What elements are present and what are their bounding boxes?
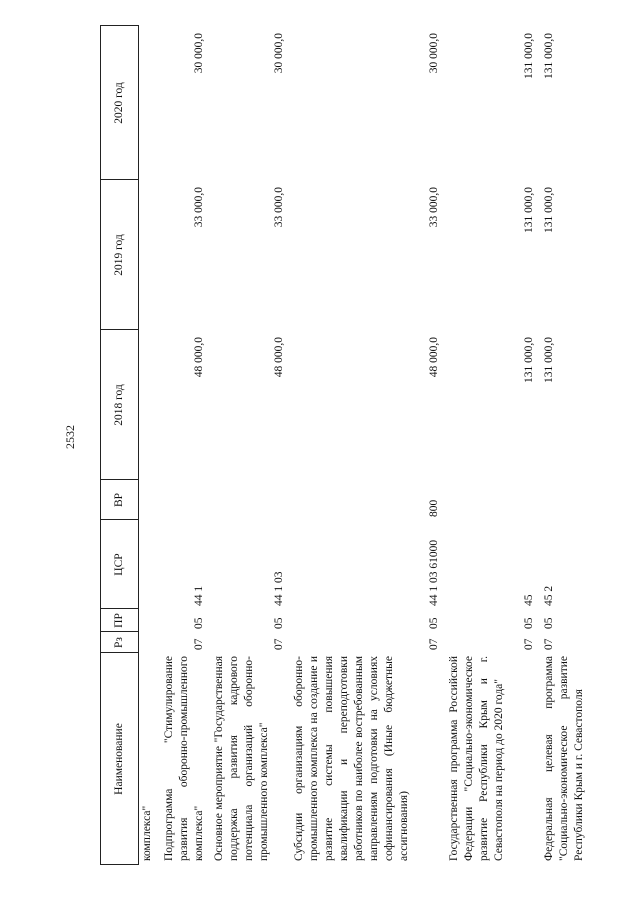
row-2019: 33 000,0 (428, 187, 440, 228)
row-rz: 07 (273, 638, 285, 650)
row-pr: 05 (273, 617, 285, 629)
continuation-text: комплекса" (141, 805, 153, 861)
row-pr: 05 (543, 617, 555, 629)
row-name: Государственная программа Российской Федерации "Социально-экономическое развитие Республики Крым и г. Севастополя на период до 2020 года" (448, 656, 505, 861)
row-2019: 33 000,0 (193, 187, 205, 228)
header-rz: Рз (112, 637, 125, 648)
header-pr: ПР (112, 613, 125, 628)
row-csr: 44 1 03 (273, 571, 285, 606)
row-name: Федеральная целевая программа "Социально-экономическое развитие Республики Крым и г. Севастополя (543, 656, 585, 861)
row-2020: 131 000,0 (523, 33, 535, 79)
row-vr: 800 (428, 499, 440, 517)
row-2018: 131 000,0 (543, 337, 555, 383)
row-rz: 07 (428, 638, 440, 650)
row-pr: 05 (428, 617, 440, 629)
row-name: Субсидии организациям оборонно-промышленного комплекса на создание и развитие системы повышения квалификации и переподготовки работников по наиболее востребованным направлениям подготовки на условиях софинансирования (Иные бюджетные ассигнования) (293, 656, 410, 861)
row-rz: 07 (543, 638, 555, 650)
row-csr: 44 1 03 61000 (428, 539, 440, 606)
row-name: Подпрограмма "Стимулирование развития оборонно-промышленного комплекса" (163, 656, 205, 861)
row-rz: 07 (193, 638, 205, 650)
row-2019: 131 000,0 (523, 187, 535, 233)
header-name: Наименование (112, 723, 125, 795)
row-2018: 48 000,0 (428, 337, 440, 378)
row-2020: 30 000,0 (428, 33, 440, 74)
page-number: 2532 (63, 425, 77, 449)
row-csr: 45 2 (543, 585, 555, 606)
row-name: Основное мероприятие "Государственная поддержка развития кадрового потенциала организаций оборонно-промышленного комплекса" (213, 656, 270, 861)
header-2020: 2020 год (112, 82, 125, 124)
row-2018: 48 000,0 (193, 337, 205, 378)
row-2020: 131 000,0 (543, 33, 555, 79)
row-2018: 131 000,0 (523, 337, 535, 383)
header-vr: ВР (112, 492, 125, 508)
header-csr: ЦСР (112, 553, 125, 576)
row-2018: 48 000,0 (273, 337, 285, 378)
row-2019: 131 000,0 (543, 187, 555, 233)
row-csr: 44 1 (193, 585, 205, 606)
row-2020: 30 000,0 (193, 33, 205, 74)
row-2020: 30 000,0 (273, 33, 285, 74)
row-pr: 05 (523, 617, 535, 629)
row-pr: 05 (193, 617, 205, 629)
row-rz: 07 (523, 638, 535, 650)
header-bottom-border (138, 25, 139, 865)
header-2018: 2018 год (112, 384, 125, 426)
budget-table (100, 25, 585, 865)
row-csr: 45 (523, 594, 535, 606)
row-2019: 33 000,0 (273, 187, 285, 228)
header-2019: 2019 год (112, 234, 125, 276)
